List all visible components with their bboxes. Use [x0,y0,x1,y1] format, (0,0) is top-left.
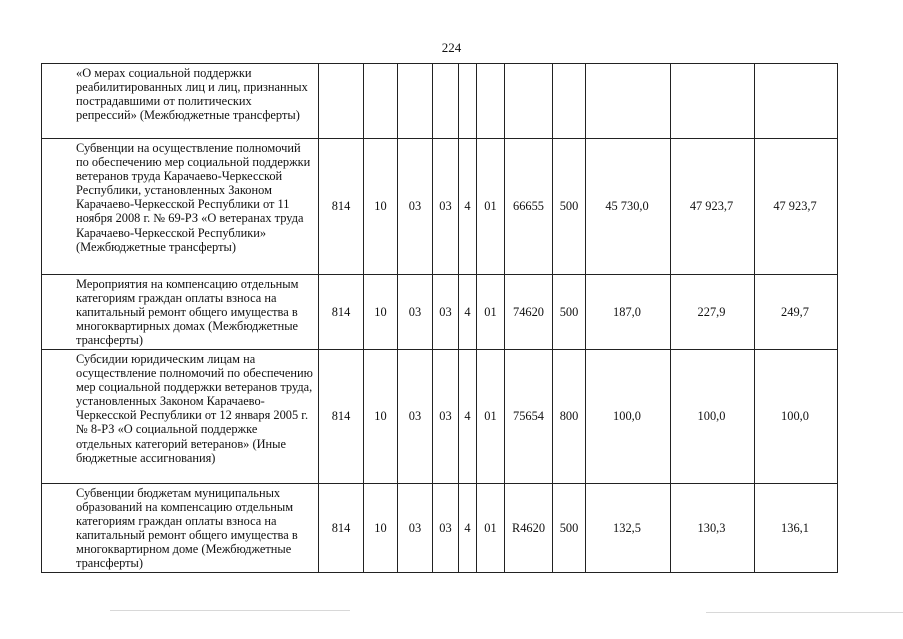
cell-program: 03 [433,350,459,484]
cell-amount-year-2: 130,3 [671,484,755,573]
cell-expense-type: 500 [553,275,586,350]
cell-amount-year-3: 249,7 [755,275,838,350]
cell-subprogram: 4 [459,484,477,573]
cell-subprogram: 4 [459,350,477,484]
table-row [42,275,838,350]
cell-section [364,64,398,139]
cell-section: 10 [364,484,398,573]
scan-artifact-line-right [706,612,903,613]
cell-direction: R4620 [505,484,553,573]
cell-expense-type [553,64,586,139]
cell-amount-year-1: 132,5 [586,484,671,573]
cell-subsection [398,64,433,139]
cell-amount-year-2: 227,9 [671,275,755,350]
cell-amount-year-3 [755,64,838,139]
cell-subprogram: 4 [459,139,477,275]
cell-program: 03 [433,484,459,573]
cell-expense-type: 500 [553,484,586,573]
cell-main-activity: 01 [477,275,505,350]
cell-ministry: 814 [319,275,364,350]
cell-amount-year-2: 100,0 [671,350,755,484]
cell-amount-year-3: 136,1 [755,484,838,573]
table-row [42,64,838,139]
cell-ministry [319,64,364,139]
cell-amount-year-1: 187,0 [586,275,671,350]
cell-direction [505,64,553,139]
cell-subprogram [459,64,477,139]
budget-table [41,63,838,573]
table-row [42,350,838,484]
table-row [42,484,838,573]
cell-section: 10 [364,275,398,350]
table-body [42,64,838,573]
cell-direction: 74620 [505,275,553,350]
cell-subsection: 03 [398,275,433,350]
row-description: Субвенции бюджетам муниципальных образований на компенсацию отдельным категориям граждан оплаты взноса на капитальный ремонт общего имущества в многоквартирном доме (Межбюджетные трансферты) [42,484,319,573]
row-description: Субвенции на осуществление полномочий по обеспечению мер социальной поддержки ветеранов труда Карачаево-Черкесской Республики, установленных Законом Карачаево-Черкесской Республики от 11 ноября 2008 г. № 69-РЗ «О ветеранах труда Карачаево-Черкесской Республики» (Межбюджетные трансферты) [42,139,319,275]
cell-program [433,64,459,139]
cell-direction: 75654 [505,350,553,484]
cell-direction: 66655 [505,139,553,275]
cell-main-activity [477,64,505,139]
cell-amount-year-1: 100,0 [586,350,671,484]
cell-section: 10 [364,139,398,275]
cell-amount-year-2: 47 923,7 [671,139,755,275]
cell-ministry: 814 [319,484,364,573]
cell-amount-year-2 [671,64,755,139]
cell-program: 03 [433,275,459,350]
page-number: 224 [441,40,462,55]
cell-subprogram: 4 [459,275,477,350]
cell-subsection: 03 [398,484,433,573]
scan-artifact-line-left [110,610,350,611]
cell-amount-year-1 [586,64,671,139]
row-description: «О мерах социальной поддержки реабилитированных лиц и лиц, признанных пострадавшими от политических репрессий» (Межбюджетные трансферты) [42,64,319,139]
table-row [42,139,838,275]
cell-expense-type: 800 [553,350,586,484]
cell-amount-year-3: 47 923,7 [755,139,838,275]
cell-section: 10 [364,350,398,484]
cell-subsection: 03 [398,350,433,484]
row-description: Мероприятия на компенсацию отдельным категориям граждан оплаты взноса на капитальный ремонт общего имущества в многоквартирных домах (Межбюджетные трансферты) [42,275,319,350]
cell-subsection: 03 [398,139,433,275]
cell-ministry: 814 [319,350,364,484]
cell-main-activity: 01 [477,350,505,484]
cell-main-activity: 01 [477,139,505,275]
row-description: Субсидии юридическим лицам на осуществление полномочий по обеспечению мер социальной поддержки ветеранов труда, установленных Законом Карачаево-Черкесской Республики от 12 января 2005 г. № 8-РЗ «О социальной поддержке отдельных категорий ветеранов» (Иные бюджетные ассигнования) [42,350,319,484]
cell-amount-year-1: 45 730,0 [586,139,671,275]
cell-program: 03 [433,139,459,275]
cell-main-activity: 01 [477,484,505,573]
cell-expense-type: 500 [553,139,586,275]
cell-ministry: 814 [319,139,364,275]
cell-amount-year-3: 100,0 [755,350,838,484]
